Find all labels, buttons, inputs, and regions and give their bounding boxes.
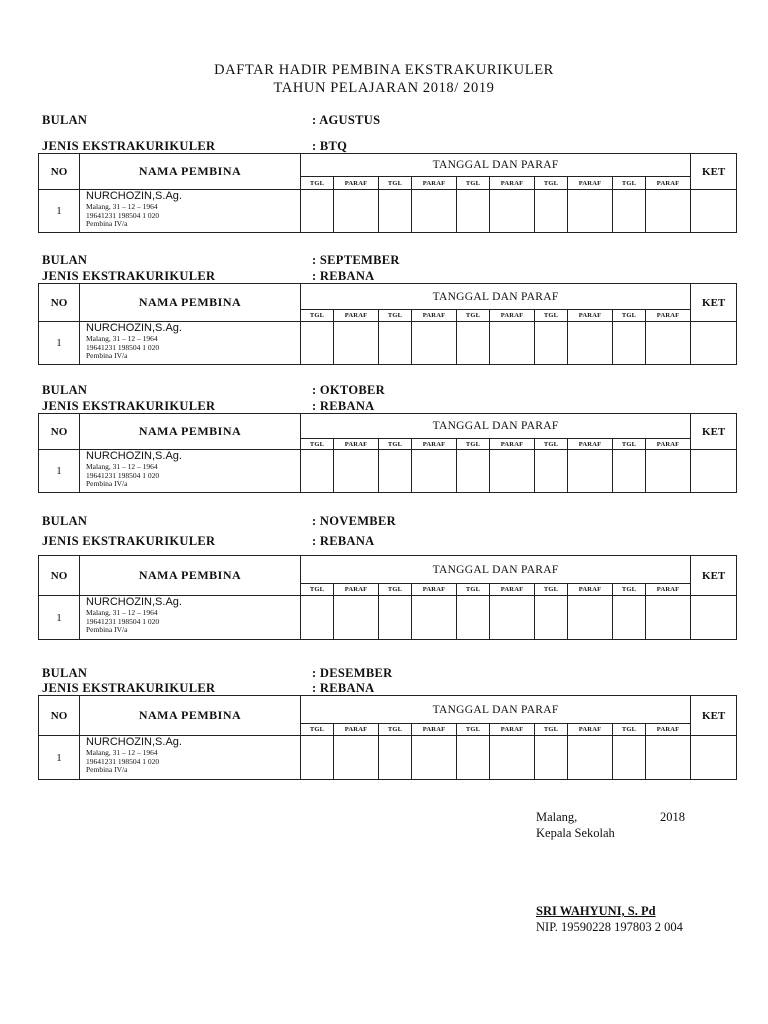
header-ket: KET bbox=[691, 414, 737, 450]
tgl-cell bbox=[379, 322, 412, 365]
bulan-value: : SEPTEMBER bbox=[312, 253, 400, 267]
header-paraf: PARAF bbox=[412, 439, 457, 450]
tgl-cell bbox=[535, 736, 568, 780]
header-paraf: PARAF bbox=[412, 177, 457, 190]
jenis-row bbox=[38, 269, 735, 284]
header-no: NO bbox=[39, 154, 80, 190]
header-ket: KET bbox=[691, 154, 737, 190]
bulan-row bbox=[38, 514, 735, 529]
tgl-cell bbox=[535, 596, 568, 640]
pembina-ttl: Malang, 31 – 12 – 1964 bbox=[86, 462, 158, 471]
jenis-value: : REBANA bbox=[312, 534, 375, 548]
paraf-cell bbox=[646, 322, 691, 365]
header-tgl: TGL bbox=[301, 584, 334, 596]
paraf-cell bbox=[490, 190, 535, 233]
header-paraf: PARAF bbox=[568, 439, 613, 450]
header-tgl: TGL bbox=[535, 724, 568, 736]
header-paraf: PARAF bbox=[490, 584, 535, 596]
header-paraf: PARAF bbox=[646, 584, 691, 596]
tgl-cell bbox=[301, 190, 334, 233]
ket-cell bbox=[691, 596, 737, 640]
tgl-cell bbox=[457, 450, 490, 493]
paraf-cell bbox=[334, 190, 379, 233]
jenis-label: JENIS EKSTRAKURIKULER bbox=[42, 681, 216, 695]
header-tanggal-paraf: TANGGAL DAN PARAF bbox=[301, 284, 691, 310]
attendance-table bbox=[38, 695, 737, 780]
row-number: 1 bbox=[39, 190, 80, 233]
attendance-section bbox=[38, 113, 735, 228]
paraf-cell bbox=[412, 322, 457, 365]
header-tgl: TGL bbox=[613, 310, 646, 322]
header-tanggal-paraf: TANGGAL DAN PARAF bbox=[301, 696, 691, 724]
header-paraf: PARAF bbox=[568, 724, 613, 736]
header-paraf: PARAF bbox=[334, 724, 379, 736]
bulan-value: : NOVEMBER bbox=[312, 514, 396, 528]
paraf-cell bbox=[412, 736, 457, 780]
header-nama: NAMA PEMBINA bbox=[80, 414, 301, 450]
bulan-value: : DESEMBER bbox=[312, 666, 393, 680]
pembina-pangkat: Pembina IV/a bbox=[86, 765, 128, 774]
header-tgl: TGL bbox=[457, 177, 490, 190]
pembina-ttl: Malang, 31 – 12 – 1964 bbox=[86, 334, 158, 343]
tgl-cell bbox=[379, 596, 412, 640]
paraf-cell bbox=[646, 450, 691, 493]
jenis-row bbox=[38, 139, 735, 154]
pembina-cell bbox=[80, 450, 301, 493]
tgl-cell bbox=[301, 322, 334, 365]
header-tgl: TGL bbox=[301, 310, 334, 322]
pembina-ttl: Malang, 31 – 12 – 1964 bbox=[86, 608, 158, 617]
jenis-label: JENIS EKSTRAKURIKULER bbox=[42, 139, 216, 153]
header-tgl: TGL bbox=[613, 439, 646, 450]
jenis-value: : REBANA bbox=[312, 399, 375, 413]
header-paraf: PARAF bbox=[568, 584, 613, 596]
tgl-cell bbox=[457, 322, 490, 365]
bulan-row bbox=[38, 383, 735, 398]
paraf-cell bbox=[568, 450, 613, 493]
row-number: 1 bbox=[39, 322, 80, 365]
jenis-label: JENIS EKSTRAKURIKULER bbox=[42, 534, 216, 548]
header-paraf: PARAF bbox=[568, 177, 613, 190]
header-tanggal-paraf: TANGGAL DAN PARAF bbox=[301, 414, 691, 439]
bulan-value: : AGUSTUS bbox=[312, 113, 381, 127]
table-row bbox=[39, 190, 737, 233]
paraf-cell bbox=[490, 736, 535, 780]
tgl-cell bbox=[301, 596, 334, 640]
row-number: 1 bbox=[39, 736, 80, 780]
header-tgl: TGL bbox=[457, 724, 490, 736]
header-paraf: PARAF bbox=[334, 439, 379, 450]
header-paraf: PARAF bbox=[412, 724, 457, 736]
pembina-pangkat: Pembina IV/a bbox=[86, 351, 128, 360]
pembina-nip: 19641231 198504 1 020 bbox=[86, 342, 160, 352]
paraf-cell bbox=[646, 736, 691, 780]
header-tgl: TGL bbox=[613, 724, 646, 736]
pembina-ttl: Malang, 31 – 12 – 1964 bbox=[86, 748, 158, 757]
table-row bbox=[39, 322, 737, 365]
pembina-cell bbox=[80, 190, 301, 233]
tgl-cell bbox=[535, 322, 568, 365]
tgl-cell bbox=[379, 450, 412, 493]
paraf-cell bbox=[334, 450, 379, 493]
jenis-label: JENIS EKSTRAKURIKULER bbox=[42, 269, 216, 283]
header-paraf: PARAF bbox=[646, 310, 691, 322]
header-tgl: TGL bbox=[379, 310, 412, 322]
signature-nip: NIP. 19590228 197803 2 004 bbox=[536, 920, 683, 934]
table-row bbox=[39, 450, 737, 493]
pembina-pangkat: Pembina IV/a bbox=[86, 479, 128, 488]
jenis-value: : REBANA bbox=[312, 681, 375, 695]
bulan-label: BULAN bbox=[42, 113, 88, 127]
table-row bbox=[39, 596, 737, 640]
bulan-label: BULAN bbox=[42, 514, 88, 528]
pembina-cell bbox=[80, 736, 301, 780]
header-nama: NAMA PEMBINA bbox=[80, 154, 301, 190]
pembina-cell bbox=[80, 596, 301, 640]
header-paraf: PARAF bbox=[412, 584, 457, 596]
bulan-label: BULAN bbox=[42, 253, 88, 267]
pembina-name: NURCHOZIN,S.Ag. bbox=[86, 450, 182, 462]
pembina-name: NURCHOZIN,S.Ag. bbox=[86, 736, 182, 748]
header-tgl: TGL bbox=[379, 177, 412, 190]
pembina-name: NURCHOZIN,S.Ag. bbox=[86, 190, 182, 202]
bulan-label: BULAN bbox=[42, 666, 88, 680]
signature-year: 2018 bbox=[660, 810, 685, 824]
header-paraf: PARAF bbox=[412, 310, 457, 322]
header-paraf: PARAF bbox=[646, 439, 691, 450]
header-ket: KET bbox=[691, 696, 737, 736]
header-tanggal-paraf: TANGGAL DAN PARAF bbox=[301, 556, 691, 584]
paraf-cell bbox=[490, 322, 535, 365]
signature-place: Malang, bbox=[536, 810, 578, 824]
jenis-row bbox=[38, 534, 735, 549]
paraf-cell bbox=[412, 190, 457, 233]
header-no: NO bbox=[39, 556, 80, 596]
tgl-cell bbox=[301, 736, 334, 780]
header-tgl: TGL bbox=[613, 584, 646, 596]
attendance-section bbox=[38, 383, 735, 488]
pembina-name: NURCHOZIN,S.Ag. bbox=[86, 596, 182, 608]
bulan-row bbox=[38, 113, 735, 128]
header-tgl: TGL bbox=[535, 177, 568, 190]
header-nama: NAMA PEMBINA bbox=[80, 556, 301, 596]
signature-role: Kepala Sekolah bbox=[536, 826, 615, 840]
header-nama: NAMA PEMBINA bbox=[80, 284, 301, 322]
jenis-row bbox=[38, 399, 735, 414]
paraf-cell bbox=[646, 596, 691, 640]
header-paraf: PARAF bbox=[490, 177, 535, 190]
header-tgl: TGL bbox=[613, 177, 646, 190]
paraf-cell bbox=[568, 596, 613, 640]
attendance-section bbox=[38, 253, 735, 360]
jenis-row bbox=[38, 681, 735, 696]
tgl-cell bbox=[379, 736, 412, 780]
row-number: 1 bbox=[39, 450, 80, 493]
header-paraf: PARAF bbox=[490, 439, 535, 450]
bulan-row bbox=[38, 666, 735, 681]
header-tgl: TGL bbox=[535, 310, 568, 322]
paraf-cell bbox=[412, 596, 457, 640]
pembina-cell bbox=[80, 322, 301, 365]
header-paraf: PARAF bbox=[334, 177, 379, 190]
paraf-cell bbox=[412, 450, 457, 493]
paraf-cell bbox=[490, 450, 535, 493]
attendance-table bbox=[38, 413, 737, 493]
tgl-cell bbox=[613, 596, 646, 640]
paraf-cell bbox=[568, 322, 613, 365]
tgl-cell bbox=[613, 322, 646, 365]
document-title: DAFTAR HADIR PEMBINA EKSTRAKURIKULER bbox=[214, 62, 554, 78]
header-paraf: PARAF bbox=[568, 310, 613, 322]
pembina-name: NURCHOZIN,S.Ag. bbox=[86, 322, 182, 334]
header-nama: NAMA PEMBINA bbox=[80, 696, 301, 736]
ket-cell bbox=[691, 736, 737, 780]
document-subtitle: TAHUN PELAJARAN 2018/ 2019 bbox=[273, 80, 495, 96]
paraf-cell bbox=[568, 736, 613, 780]
header-tgl: TGL bbox=[457, 310, 490, 322]
tgl-cell bbox=[613, 190, 646, 233]
bulan-value: : OKTOBER bbox=[312, 383, 385, 397]
tgl-cell bbox=[535, 190, 568, 233]
pembina-nip: 19641231 198504 1 020 bbox=[86, 616, 160, 626]
header-paraf: PARAF bbox=[334, 584, 379, 596]
header-tgl: TGL bbox=[535, 439, 568, 450]
table-row bbox=[39, 736, 737, 780]
tgl-cell bbox=[301, 450, 334, 493]
attendance-table bbox=[38, 555, 737, 640]
pembina-nip: 19641231 198504 1 020 bbox=[86, 756, 160, 766]
paraf-cell bbox=[334, 322, 379, 365]
header-paraf: PARAF bbox=[490, 724, 535, 736]
row-number: 1 bbox=[39, 596, 80, 640]
header-no: NO bbox=[39, 284, 80, 322]
paraf-cell bbox=[490, 596, 535, 640]
signature-name: SRI WAHYUNI, S. Pd bbox=[536, 904, 656, 918]
pembina-ttl: Malang, 31 – 12 – 1964 bbox=[86, 202, 158, 211]
header-paraf: PARAF bbox=[334, 310, 379, 322]
pembina-pangkat: Pembina IV/a bbox=[86, 625, 128, 634]
pembina-pangkat: Pembina IV/a bbox=[86, 219, 128, 228]
bulan-row bbox=[38, 253, 735, 268]
paraf-cell bbox=[646, 190, 691, 233]
ket-cell bbox=[691, 190, 737, 233]
pembina-nip: 19641231 198504 1 020 bbox=[86, 470, 160, 480]
attendance-section bbox=[38, 514, 735, 634]
tgl-cell bbox=[457, 736, 490, 780]
header-tgl: TGL bbox=[457, 439, 490, 450]
header-no: NO bbox=[39, 414, 80, 450]
ket-cell bbox=[691, 450, 737, 493]
jenis-label: JENIS EKSTRAKURIKULER bbox=[42, 399, 216, 413]
pembina-nip: 19641231 198504 1 020 bbox=[86, 210, 160, 220]
tgl-cell bbox=[457, 596, 490, 640]
jenis-value: : BTQ bbox=[312, 139, 348, 153]
tgl-cell bbox=[379, 190, 412, 233]
header-tgl: TGL bbox=[379, 439, 412, 450]
attendance-section bbox=[38, 666, 735, 774]
paraf-cell bbox=[334, 736, 379, 780]
header-tgl: TGL bbox=[379, 584, 412, 596]
header-tgl: TGL bbox=[379, 724, 412, 736]
attendance-table bbox=[38, 283, 737, 365]
header-ket: KET bbox=[691, 284, 737, 322]
tgl-cell bbox=[613, 450, 646, 493]
tgl-cell bbox=[535, 450, 568, 493]
ket-cell bbox=[691, 322, 737, 365]
header-tgl: TGL bbox=[301, 724, 334, 736]
tgl-cell bbox=[613, 736, 646, 780]
header-paraf: PARAF bbox=[646, 724, 691, 736]
bulan-label: BULAN bbox=[42, 383, 88, 397]
header-tgl: TGL bbox=[301, 177, 334, 190]
header-paraf: PARAF bbox=[646, 177, 691, 190]
header-tgl: TGL bbox=[457, 584, 490, 596]
header-no: NO bbox=[39, 696, 80, 736]
paraf-cell bbox=[568, 190, 613, 233]
header-tgl: TGL bbox=[301, 439, 334, 450]
tgl-cell bbox=[457, 190, 490, 233]
header-tanggal-paraf: TANGGAL DAN PARAF bbox=[301, 154, 691, 177]
header-ket: KET bbox=[691, 556, 737, 596]
header-paraf: PARAF bbox=[490, 310, 535, 322]
attendance-table bbox=[38, 153, 737, 233]
header-tgl: TGL bbox=[535, 584, 568, 596]
jenis-value: : REBANA bbox=[312, 269, 375, 283]
paraf-cell bbox=[334, 596, 379, 640]
